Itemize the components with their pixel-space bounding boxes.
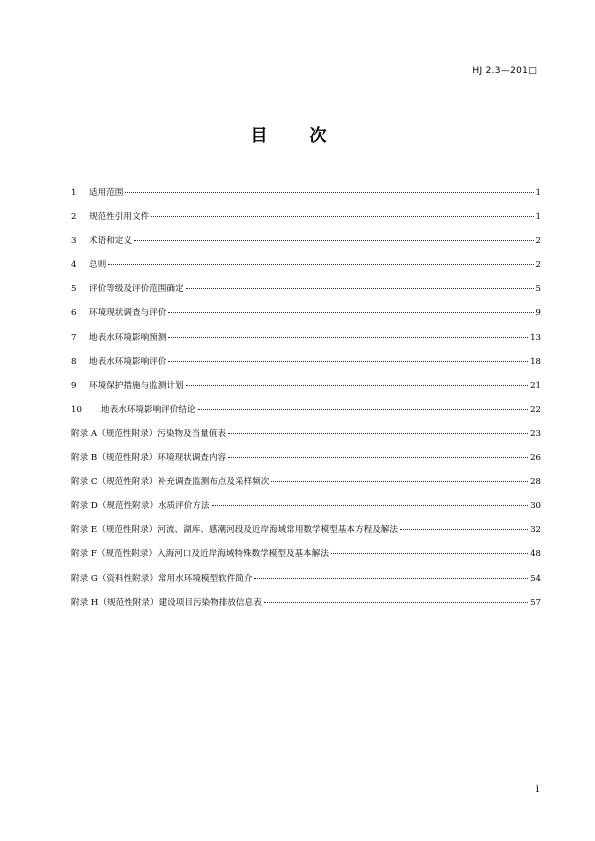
toc-entry[interactable] xyxy=(71,572,541,596)
toc-entry-label: 附录 B（规范性附录）环境现状调查内容 xyxy=(71,453,227,464)
toc-entry-page: 28 xyxy=(530,477,541,488)
toc-entry-label: 术语和定义 xyxy=(89,236,132,247)
toc-entry-page: 18 xyxy=(530,356,541,367)
toc-entry-page: 23 xyxy=(530,428,541,439)
toc-dot-leader xyxy=(212,505,529,506)
toc-entry-page: 1 xyxy=(535,212,541,223)
toc-entry[interactable] xyxy=(71,523,541,547)
toc-entry[interactable] xyxy=(71,234,541,258)
toc-entry-label: 地表水环境影响评价结论 xyxy=(101,404,196,415)
toc-entry[interactable] xyxy=(71,210,541,234)
toc-dot-leader xyxy=(151,216,533,217)
toc-entry[interactable] xyxy=(71,331,541,355)
toc-entry-label: 附录 F（规范性附录）入海河口及近岸海域特殊数学模型及基本解法 xyxy=(71,549,329,560)
toc-entry-label: 附录 H（规范性附录）建设项目污染物排放信息表 xyxy=(71,597,262,608)
toc-entry-number: 4 xyxy=(71,260,77,271)
toc-entry-page: 2 xyxy=(535,260,541,271)
toc-entry-page: 2 xyxy=(535,236,541,247)
toc-dot-leader xyxy=(400,529,528,530)
page-title: 目 次 xyxy=(250,126,345,146)
toc-entry[interactable] xyxy=(71,403,541,427)
toc-dot-leader xyxy=(125,192,533,193)
toc-entry-page: 5 xyxy=(535,284,541,295)
toc-entry[interactable] xyxy=(71,596,541,620)
toc-dot-leader xyxy=(254,578,528,579)
toc-dot-leader xyxy=(331,553,528,554)
toc-entry-page: 22 xyxy=(530,404,541,415)
toc-entry-label: 环境保护措施与监测计划 xyxy=(89,380,184,391)
toc-entry[interactable] xyxy=(71,282,541,306)
toc-entry-label: 附录 A（规范性附录）污染物及当量值表 xyxy=(71,428,227,439)
toc-entry-page: 48 xyxy=(530,549,541,560)
toc-dot-leader xyxy=(168,361,528,362)
toc-entry[interactable] xyxy=(71,451,541,475)
toc-entry[interactable] xyxy=(71,258,541,282)
toc-dot-leader xyxy=(228,433,528,434)
toc-entry-number: 5 xyxy=(71,284,77,295)
toc-entry[interactable] xyxy=(71,186,541,210)
toc-entry-page: 13 xyxy=(530,332,541,343)
toc-entry-page: 54 xyxy=(530,573,541,584)
toc-entry-label: 环境现状调查与评价 xyxy=(89,308,167,319)
toc-entry-number: 10 xyxy=(71,404,82,415)
toc-entry-number: 9 xyxy=(71,380,77,391)
toc-entry-number: 7 xyxy=(71,332,77,343)
toc-entry-page: 26 xyxy=(530,453,541,464)
toc-dot-leader xyxy=(271,481,528,482)
toc-entry-label: 总则 xyxy=(89,260,107,271)
toc-entry-number: 2 xyxy=(71,212,77,223)
toc-entry[interactable] xyxy=(71,547,541,571)
toc-entry-number: 3 xyxy=(71,236,77,247)
toc-entry[interactable] xyxy=(71,499,541,523)
toc-entry[interactable] xyxy=(71,379,541,403)
toc-entry[interactable] xyxy=(71,475,541,499)
toc-dot-leader xyxy=(168,312,533,313)
toc-entry-page: 9 xyxy=(535,308,541,319)
toc-entry-page: 21 xyxy=(530,380,541,391)
toc-entry-label: 附录 C（规范性附录）补充调查监测布点及采样频次 xyxy=(71,477,270,488)
document-code: HJ 2.3—201□ xyxy=(472,66,537,76)
toc-dot-leader xyxy=(186,385,529,386)
toc-dot-leader xyxy=(228,457,528,458)
toc-entry[interactable] xyxy=(71,355,541,379)
toc-entry-label: 评价等级及评价范围确定 xyxy=(89,284,184,295)
toc-entry-label: 附录 E（规范性附录）河流、湖库、感潮河段及近岸海域常用数学模型基本方程及解法 xyxy=(71,525,398,536)
toc-entry-page: 32 xyxy=(530,525,541,536)
toc-entry-label: 规范性引用文件 xyxy=(89,212,150,223)
toc-entry[interactable] xyxy=(71,427,541,451)
toc-entry-label: 适用范围 xyxy=(89,188,124,198)
toc-dot-leader xyxy=(168,337,528,338)
toc-entry-page: 30 xyxy=(530,501,541,512)
toc-entry-page: 1 xyxy=(535,188,541,198)
toc-entry-number: 6 xyxy=(71,308,77,319)
toc-dot-leader xyxy=(134,240,534,241)
toc-entry-label: 附录 D（规范性附录）水质评价方法 xyxy=(71,501,210,512)
toc-dot-leader xyxy=(198,409,529,410)
toc-entry-label: 地表水环境影响预测 xyxy=(89,332,167,343)
toc-entry[interactable] xyxy=(71,306,541,330)
table-of-contents xyxy=(71,186,541,620)
toc-entry-label: 地表水环境影响评价 xyxy=(89,356,167,367)
toc-dot-leader xyxy=(108,264,533,265)
toc-entry-number: 8 xyxy=(71,356,77,367)
toc-dot-leader xyxy=(186,288,534,289)
toc-entry-page: 57 xyxy=(530,597,541,608)
page-number: i xyxy=(535,784,539,795)
toc-entry-number: 1 xyxy=(71,188,77,198)
toc-entry-label: 附录 G（资料性附录）常用水环境模型软件简介 xyxy=(71,573,253,584)
toc-dot-leader xyxy=(264,602,528,603)
